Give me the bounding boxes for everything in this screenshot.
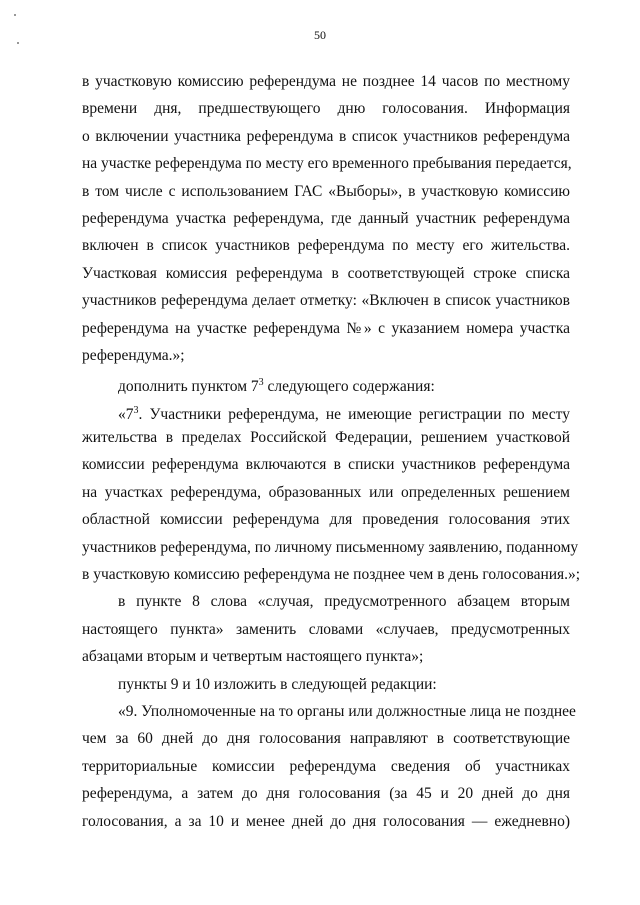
- text-line: включен в список участников референдума по месту его жительства.: [82, 237, 570, 255]
- text-line: голосования, а за 10 и менее дней до дня голосования — ежедневно): [82, 812, 570, 830]
- text-line: территориальные комиссии референдума сведения об участниках: [82, 757, 570, 775]
- text-line: на участке референдума по месту его временного пребывания передается,: [82, 155, 572, 173]
- text-line: референдума.»;: [82, 346, 185, 364]
- text-line: настоящего пункта» заменить словами «случаев, предусмотренных: [82, 620, 570, 638]
- text-fragment: дополнить пунктом 7: [118, 378, 259, 396]
- text-fragment: «7: [118, 405, 134, 423]
- text-line: [82, 369, 570, 396]
- text-line: референдума, а затем до дня голосования (за 45 и 20 дней до дня: [82, 785, 570, 803]
- text-line: «9. Уполномоченные на то органы или должностные лица не позднее: [118, 702, 576, 720]
- text-line: в пункте 8 слова «случая, предусмотренного абзацем вторым: [118, 593, 570, 611]
- superscript: 3: [258, 377, 264, 389]
- text-line: в участковую комиссию референдума не позднее чем в день голосования.»;: [82, 566, 581, 584]
- text-line: [82, 397, 570, 424]
- text-line: участников референдума делает отметку: «Включен в список участников: [82, 292, 570, 310]
- text-line: областной комиссии референдума для проведения голосования этих: [82, 511, 570, 529]
- text-fragment: следующего содержания:: [267, 378, 435, 396]
- text-line: в том числе с использованием ГАС «Выборы», в участковую комиссию: [82, 182, 570, 200]
- text-line: на участках референдума, образованных или определенных решением: [82, 483, 570, 501]
- text-line: чем за 60 дней до дня голосования направляют в соответствующие: [82, 730, 570, 748]
- text-line: комиссии референдума включаются в списки участников референдума: [82, 456, 570, 474]
- text-line: абзацами вторым и четвертым настоящего пункта»;: [82, 648, 424, 666]
- text-fragment: . Участники референдума, не имеющие регистрации по месту: [138, 405, 570, 423]
- text-line: референдума участка референдума, где данный участник референдума: [82, 209, 570, 227]
- superscript: 3: [133, 404, 139, 416]
- text-line: о включении участника референдума в список участников референдума: [82, 127, 570, 145]
- text-line: пункты 9 и 10 изложить в следующей редакции:: [118, 675, 437, 693]
- page-number: 50: [314, 28, 326, 42]
- text-line: Участковая комиссия референдума в соответствующей строке списка: [82, 264, 570, 282]
- text-line: референдума на участке референдума №» с указанием номера участка: [82, 319, 570, 337]
- text-line: в участковую комиссию референдума не позднее 14 часов по местному: [82, 73, 570, 90]
- document-text: [82, 68, 581, 835]
- scan-speck: [14, 14, 16, 16]
- text-line: жительства в пределах Российской Федерации, решением участковой: [82, 429, 570, 447]
- text-line: времени дня, предшествующего дню голосования. Информация: [82, 100, 570, 118]
- text-line: участников референдума, по личному письменному заявлению, поданному: [82, 538, 579, 556]
